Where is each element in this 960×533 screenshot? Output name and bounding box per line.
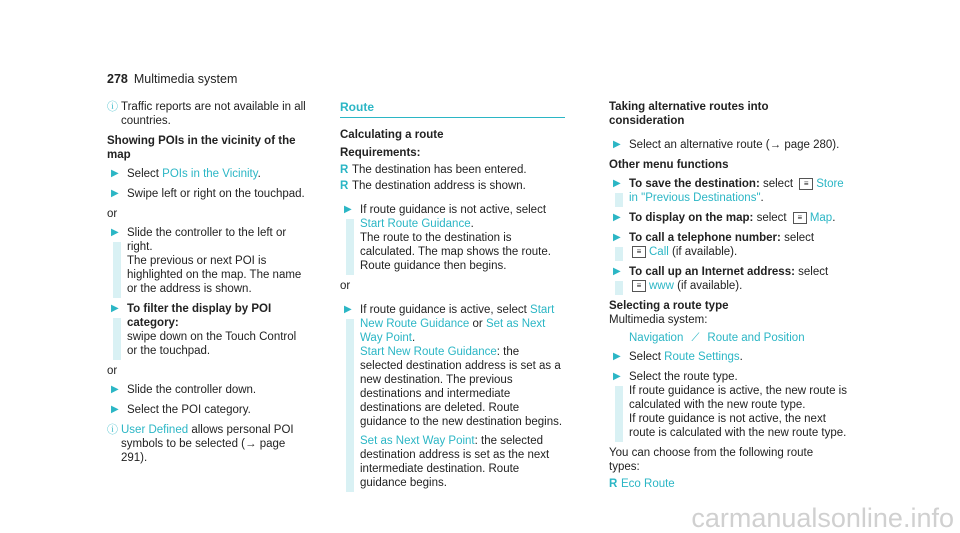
- menu-icon: ≡: [793, 212, 807, 224]
- step: ▶ Select an alternative route (→ page 280).: [613, 139, 840, 151]
- arrow-right-icon: ▶: [613, 178, 621, 189]
- watermark: carmanualsonline.info: [691, 503, 954, 533]
- menu-icon: ≡: [799, 178, 813, 190]
- menu-path: Navigation ⟋ Route and Position: [629, 332, 805, 344]
- arrow-right-icon: ▶: [613, 139, 621, 150]
- step: ▶ To save the destination: select ≡ Store in "Previous Destinations".: [609, 177, 847, 205]
- menu-icon: ≡: [632, 280, 646, 292]
- arrow-right-icon: ▶: [111, 168, 119, 179]
- step: ▶ Select Route Settings.: [613, 351, 743, 363]
- arrow-right-icon: ▶: [111, 384, 119, 395]
- step: ▶ Select the route type. If route guidance is active, the new route is calculated with the new route type. If route guidance is not active, the next route is calculated with the new route type.: [609, 370, 847, 440]
- navigation-icon: ⟋: [691, 332, 700, 344]
- arrow-right-icon: ▶: [613, 351, 621, 362]
- step: ▶ Select POIs in the Vicinity.: [111, 168, 261, 180]
- list-item: R The destination has been entered.: [340, 164, 527, 176]
- column-3: Taking alternative routes into consideration ▶ Select an alternative route (→ page 280). Other menu functions ▶ To save the destination: select ≡ Store in "Previous Destinations". ▶ To display on the map: select ≡ Map. ▶ To call a telephone number: select ≡ Call (if available). ▶ To call up an Internet address: select ≡ www (if available). Selecting a route type Multimedia system: Navigation ⟋ Route and Position ▶ Select Route Settings. ▶ Select the route type. If route guidance is active, the new route is calculated with the new route type. If route guidance is not active, the next route is calculated with the new route type. You can choose from the following route types: R Eco Route: [609, 101, 847, 490]
- step: ▶ To call up an Internet address: select ≡ www (if available).: [609, 265, 847, 293]
- page-title: Multimedia system: [133, 72, 238, 86]
- heading: Selecting a route type: [609, 300, 729, 312]
- step: ▶ Swipe left or right on the touchpad.: [111, 188, 305, 200]
- column-1: [107, 100, 307, 471]
- step: ▶ Select the POI category.: [111, 404, 251, 416]
- page-number: 278: [107, 72, 128, 86]
- arrow-right-icon: ▶: [613, 232, 621, 243]
- column-2: Route Calculating a route Requirements: R The destination has been entered. R The destination address is shown. ▶ If route guidance is not active, select Start Route Guidance. The route to the destination is calculated. The map shows the route. Route guidance then begins. or ▶ If route guidance is active, select Start New Route Guidance or Set as Next Way Point. Start New Route Guidance: the selected destination address is set as a new destination. The previous destinations and intermediate destinations are deleted. Route guidance to the new destination begins. Set as Next Way Point: the selected destination address is set as the next intermediate destination. Route guidance begins.: [340, 100, 565, 496]
- arrow-right-icon: ▶: [111, 303, 119, 314]
- or-text: or: [107, 365, 118, 377]
- arrow-right-icon: ▶: [111, 404, 119, 415]
- heading: Taking alternative routes into consideration: [609, 101, 769, 127]
- step: ▶ To display on the map: select ≡ Map.: [613, 212, 836, 224]
- arrow-right-icon: ▶: [613, 212, 621, 223]
- or-text: or: [107, 208, 118, 220]
- info-icon: ⓘ: [107, 424, 118, 436]
- heading: Calculating a route: [340, 129, 444, 141]
- arrow-right-icon: ▶: [613, 371, 621, 382]
- step: ▶ To call a telephone number: select ≡ Call (if available).: [609, 231, 847, 259]
- menu-link[interactable]: POIs in the Vicinity: [162, 168, 258, 180]
- arrow-right-icon: ▶: [344, 204, 352, 215]
- note: ⓘ User Defined allows personal POI symbols to be selected (→ page 291).: [107, 424, 294, 464]
- heading: Other menu functions: [609, 159, 729, 171]
- info-icon: ⓘ: [107, 101, 118, 113]
- step: ▶ If route guidance is active, select Start New Route Guidance or Set as Next Way Point. Start New Route Guidance: the selected destination address is set as a new destination. The previous destinations and intermediate destinations are deleted. Route guidance to the new destination begins. Set as Next Way Point: the selected destination address is set as the next intermediate destination. Route guidance begins.: [340, 303, 565, 490]
- step: ▶ If route guidance is not active, select Start Route Guidance. The route to the destination is calculated. The map shows the route. Route guidance then begins.: [340, 203, 565, 273]
- page-header: [107, 72, 237, 86]
- section-title: Route: [340, 100, 565, 118]
- arrow-right-icon: ▶: [344, 304, 352, 315]
- step: ▶ To filter the display by POI category: swipe down on the Touch Control or the touchpad.: [107, 302, 307, 358]
- arrow-right-icon: ▶: [613, 266, 621, 277]
- arrow-right-icon: ▶: [111, 227, 119, 238]
- menu-icon: ≡: [632, 246, 646, 258]
- note: ⓘ Traffic reports are not available in all countries.: [107, 101, 306, 127]
- arrow-right-icon: ▶: [111, 188, 119, 199]
- list-item: R Eco Route: [609, 478, 675, 490]
- step: ▶ Slide the controller down.: [111, 384, 257, 396]
- heading: Showing POIs in the vicinity of the map: [107, 135, 296, 161]
- step: ▶ Slide the controller to the left or right. The previous or next POI is highlighted on the map. The name or the address is shown.: [107, 226, 307, 296]
- list-item: R The destination address is shown.: [340, 180, 526, 192]
